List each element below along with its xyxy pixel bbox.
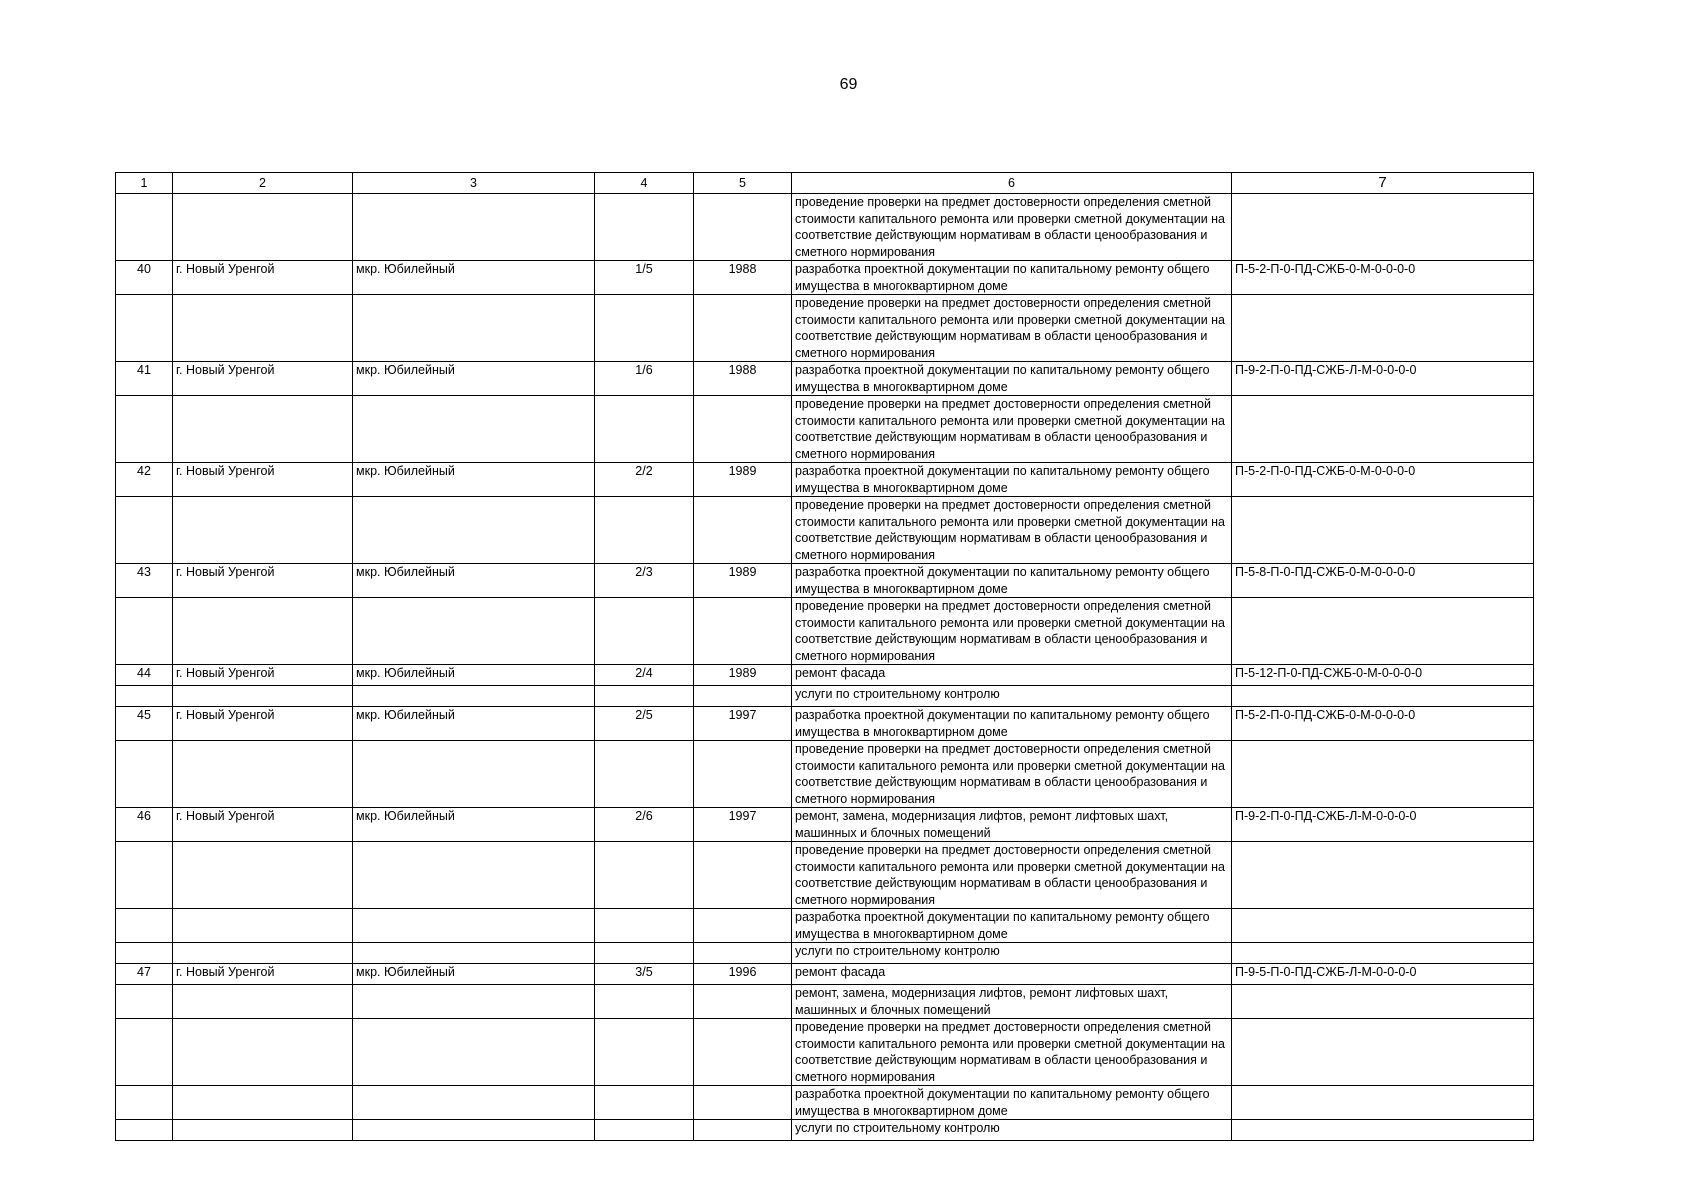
work-type-cell: ремонт фасада <box>792 665 1232 686</box>
city-cell <box>173 194 353 261</box>
table-row <box>116 808 1534 842</box>
row-number: 43 <box>116 564 173 598</box>
row-number: 41 <box>116 362 173 396</box>
house-code-cell: П-9-2-П-0-ПД-СЖБ-Л-М-0-0-0-0 <box>1232 808 1534 842</box>
house-number-cell: 1/6 <box>595 362 694 396</box>
row-number <box>116 295 173 362</box>
city-cell: г. Новый Уренгой <box>173 964 353 985</box>
column-header-4: 4 <box>595 173 694 194</box>
work-type-cell: услуги по строительному контролю <box>792 686 1232 707</box>
year-built-cell <box>694 396 792 463</box>
house-number-cell: 2/5 <box>595 707 694 741</box>
city-cell <box>173 741 353 808</box>
house-code-cell <box>1232 1120 1534 1141</box>
house-number-cell <box>595 985 694 1019</box>
work-type-cell: разработка проектной документации по капитальному ремонту общего имущества в многоквартирном доме <box>792 463 1232 497</box>
year-built-cell <box>694 1086 792 1120</box>
row-number: 42 <box>116 463 173 497</box>
work-type-cell: проведение проверки на предмет достоверности определения сметной стоимости капитального ремонта или проверки сметной документации на соответствие действующим нормативам в области ценообразования и сметного нормирования <box>792 741 1232 808</box>
work-type-cell: разработка проектной документации по капитальному ремонту общего имущества в многоквартирном доме <box>792 1086 1232 1120</box>
work-type-cell: услуги по строительному контролю <box>792 1120 1232 1141</box>
street-cell <box>353 943 595 964</box>
house-number-cell: 2/3 <box>595 564 694 598</box>
table-row <box>116 1019 1534 1086</box>
house-number-cell <box>595 497 694 564</box>
street-cell <box>353 1086 595 1120</box>
house-code-cell <box>1232 497 1534 564</box>
work-type-cell: проведение проверки на предмет достоверности определения сметной стоимости капитального ремонта или проверки сметной документации на соответствие действующим нормативам в области ценообразования и сметного нормирования <box>792 1019 1232 1086</box>
house-code-cell: П-5-12-П-0-ПД-СЖБ-0-М-0-0-0-0 <box>1232 665 1534 686</box>
city-cell <box>173 909 353 943</box>
row-number <box>116 194 173 261</box>
house-code-cell <box>1232 396 1534 463</box>
work-type-cell: проведение проверки на предмет достоверности определения сметной стоимости капитального ремонта или проверки сметной документации на соответствие действующим нормативам в области ценообразования и сметного нормирования <box>792 598 1232 665</box>
street-cell: мкр. Юбилейный <box>353 808 595 842</box>
house-number-cell: 3/5 <box>595 964 694 985</box>
work-type-cell: ремонт, замена, модернизация лифтов, ремонт лифтовых шахт, машинных и блочных помещений <box>792 985 1232 1019</box>
city-cell <box>173 1019 353 1086</box>
table-row <box>116 564 1534 598</box>
work-type-cell: проведение проверки на предмет достоверности определения сметной стоимости капитального ремонта или проверки сметной документации на соответствие действующим нормативам в области ценообразования и сметного нормирования <box>792 295 1232 362</box>
table-row <box>116 686 1534 707</box>
house-code-cell <box>1232 686 1534 707</box>
row-number <box>116 1086 173 1120</box>
street-cell <box>353 598 595 665</box>
house-number-cell <box>595 1086 694 1120</box>
house-code-cell <box>1232 295 1534 362</box>
table-row <box>116 1086 1534 1120</box>
street-cell: мкр. Юбилейный <box>353 362 595 396</box>
house-code-cell <box>1232 598 1534 665</box>
city-cell: г. Новый Уренгой <box>173 707 353 741</box>
house-number-cell: 2/2 <box>595 463 694 497</box>
street-cell: мкр. Юбилейный <box>353 665 595 686</box>
year-built-cell: 1988 <box>694 362 792 396</box>
street-cell <box>353 842 595 909</box>
house-number-cell: 2/6 <box>595 808 694 842</box>
work-type-cell: ремонт фасада <box>792 964 1232 985</box>
house-number-cell <box>595 1120 694 1141</box>
year-built-cell: 1988 <box>694 261 792 295</box>
year-built-cell: 1989 <box>694 463 792 497</box>
city-cell <box>173 497 353 564</box>
city-cell <box>173 295 353 362</box>
work-type-cell: разработка проектной документации по капитальному ремонту общего имущества в многоквартирном доме <box>792 362 1232 396</box>
street-cell <box>353 909 595 943</box>
row-number <box>116 741 173 808</box>
row-number: 47 <box>116 964 173 985</box>
row-number <box>116 943 173 964</box>
table-row <box>116 497 1534 564</box>
house-code-cell <box>1232 909 1534 943</box>
house-code-cell <box>1232 943 1534 964</box>
row-number <box>116 1019 173 1086</box>
city-cell: г. Новый Уренгой <box>173 463 353 497</box>
house-code-cell <box>1232 1086 1534 1120</box>
street-cell: мкр. Юбилейный <box>353 261 595 295</box>
table-row <box>116 741 1534 808</box>
house-number-cell <box>595 842 694 909</box>
city-cell: г. Новый Уренгой <box>173 564 353 598</box>
street-cell: мкр. Юбилейный <box>353 964 595 985</box>
work-type-cell: проведение проверки на предмет достоверности определения сметной стоимости капитального ремонта или проверки сметной документации на соответствие действующим нормативам в области ценообразования и сметного нормирования <box>792 194 1232 261</box>
house-number-cell <box>595 598 694 665</box>
house-code-cell <box>1232 741 1534 808</box>
table-row <box>116 707 1534 741</box>
table-row <box>116 598 1534 665</box>
street-cell <box>353 1019 595 1086</box>
year-built-cell <box>694 842 792 909</box>
street-cell: мкр. Юбилейный <box>353 564 595 598</box>
column-header-2: 2 <box>173 173 353 194</box>
table-row <box>116 295 1534 362</box>
page-number: 69 <box>839 76 858 93</box>
house-number-cell <box>595 194 694 261</box>
row-number <box>116 1120 173 1141</box>
street-cell <box>353 686 595 707</box>
column-header-7: 7 <box>1232 173 1534 194</box>
row-number <box>116 598 173 665</box>
work-type-cell: разработка проектной документации по капитальному ремонту общего имущества в многоквартирном доме <box>792 707 1232 741</box>
row-number <box>116 909 173 943</box>
table-row <box>116 964 1534 985</box>
street-cell <box>353 497 595 564</box>
work-type-cell: разработка проектной документации по капитальному ремонту общего имущества в многоквартирном доме <box>792 261 1232 295</box>
house-number-cell: 1/5 <box>595 261 694 295</box>
house-code-cell: П-5-2-П-0-ПД-СЖБ-0-М-0-0-0-0 <box>1232 261 1534 295</box>
city-cell <box>173 1120 353 1141</box>
table-row <box>116 909 1534 943</box>
year-built-cell <box>694 194 792 261</box>
city-cell: г. Новый Уренгой <box>173 261 353 295</box>
work-type-cell: услуги по строительному контролю <box>792 943 1232 964</box>
year-built-cell <box>694 943 792 964</box>
year-built-cell: 1989 <box>694 665 792 686</box>
work-type-cell: проведение проверки на предмет достоверности определения сметной стоимости капитального ремонта или проверки сметной документации на соответствие действующим нормативам в области ценообразования и сметного нормирования <box>792 396 1232 463</box>
row-number <box>116 686 173 707</box>
city-cell <box>173 396 353 463</box>
house-number-cell: 2/4 <box>595 665 694 686</box>
street-cell <box>353 194 595 261</box>
house-code-cell: П-9-5-П-0-ПД-СЖБ-Л-М-0-0-0-0 <box>1232 964 1534 985</box>
year-built-cell <box>694 741 792 808</box>
city-cell: г. Новый Уренгой <box>173 808 353 842</box>
column-header-5: 5 <box>694 173 792 194</box>
year-built-cell: 1997 <box>694 707 792 741</box>
house-code-cell <box>1232 1019 1534 1086</box>
column-header-3: 3 <box>353 173 595 194</box>
city-cell <box>173 842 353 909</box>
table-row <box>116 985 1534 1019</box>
house-number-cell <box>595 741 694 808</box>
city-cell <box>173 686 353 707</box>
row-number: 40 <box>116 261 173 295</box>
city-cell <box>173 598 353 665</box>
header-row <box>116 173 1534 194</box>
year-built-cell <box>694 909 792 943</box>
work-type-cell: разработка проектной документации по капитальному ремонту общего имущества в многоквартирном доме <box>792 909 1232 943</box>
row-number <box>116 497 173 564</box>
house-code-cell: П-5-2-П-0-ПД-СЖБ-0-М-0-0-0-0 <box>1232 707 1534 741</box>
table-row <box>116 842 1534 909</box>
city-cell: г. Новый Уренгой <box>173 362 353 396</box>
house-number-cell <box>595 686 694 707</box>
house-number-cell <box>595 396 694 463</box>
street-cell <box>353 1120 595 1141</box>
year-built-cell <box>694 598 792 665</box>
house-number-cell <box>595 295 694 362</box>
house-code-cell: П-9-2-П-0-ПД-СЖБ-Л-М-0-0-0-0 <box>1232 362 1534 396</box>
year-built-cell: 1996 <box>694 964 792 985</box>
house-number-cell <box>595 943 694 964</box>
year-built-cell: 1997 <box>694 808 792 842</box>
street-cell: мкр. Юбилейный <box>353 707 595 741</box>
work-type-cell: ремонт, замена, модернизация лифтов, ремонт лифтовых шахт, машинных и блочных помещений <box>792 808 1232 842</box>
house-number-cell <box>595 909 694 943</box>
year-built-cell <box>694 295 792 362</box>
table-row <box>116 362 1534 396</box>
column-header-1: 1 <box>116 173 173 194</box>
year-built-cell <box>694 497 792 564</box>
street-cell: мкр. Юбилейный <box>353 463 595 497</box>
city-cell <box>173 1086 353 1120</box>
row-number: 46 <box>116 808 173 842</box>
row-number: 45 <box>116 707 173 741</box>
row-number <box>116 842 173 909</box>
city-cell <box>173 985 353 1019</box>
year-built-cell <box>694 985 792 1019</box>
city-cell: г. Новый Уренгой <box>173 665 353 686</box>
row-number <box>116 396 173 463</box>
table-row <box>116 261 1534 295</box>
column-header-6: 6 <box>792 173 1232 194</box>
work-type-cell: разработка проектной документации по капитальному ремонту общего имущества в многоквартирном доме <box>792 564 1232 598</box>
table-body <box>116 194 1534 1141</box>
house-code-cell <box>1232 985 1534 1019</box>
work-type-cell: проведение проверки на предмет достоверности определения сметной стоимости капитального ремонта или проверки сметной документации на соответствие действующим нормативам в области ценообразования и сметного нормирования <box>792 842 1232 909</box>
table-row <box>116 1120 1534 1141</box>
street-cell <box>353 396 595 463</box>
capital-repair-table <box>115 172 1534 1141</box>
year-built-cell: 1989 <box>694 564 792 598</box>
city-cell <box>173 943 353 964</box>
table-row <box>116 396 1534 463</box>
table-row <box>116 463 1534 497</box>
street-cell <box>353 295 595 362</box>
table-row <box>116 943 1534 964</box>
house-code-cell: П-5-2-П-0-ПД-СЖБ-0-М-0-0-0-0 <box>1232 463 1534 497</box>
year-built-cell <box>694 686 792 707</box>
row-number: 44 <box>116 665 173 686</box>
street-cell <box>353 985 595 1019</box>
row-number <box>116 985 173 1019</box>
year-built-cell <box>694 1019 792 1086</box>
street-cell <box>353 741 595 808</box>
work-type-cell: проведение проверки на предмет достоверности определения сметной стоимости капитального ремонта или проверки сметной документации на соответствие действующим нормативам в области ценообразования и сметного нормирования <box>792 497 1232 564</box>
house-code-cell: П-5-8-П-0-ПД-СЖБ-0-М-0-0-0-0 <box>1232 564 1534 598</box>
house-code-cell <box>1232 194 1534 261</box>
table-row <box>116 194 1534 261</box>
table-row <box>116 665 1534 686</box>
house-code-cell <box>1232 842 1534 909</box>
house-number-cell <box>595 1019 694 1086</box>
year-built-cell <box>694 1120 792 1141</box>
